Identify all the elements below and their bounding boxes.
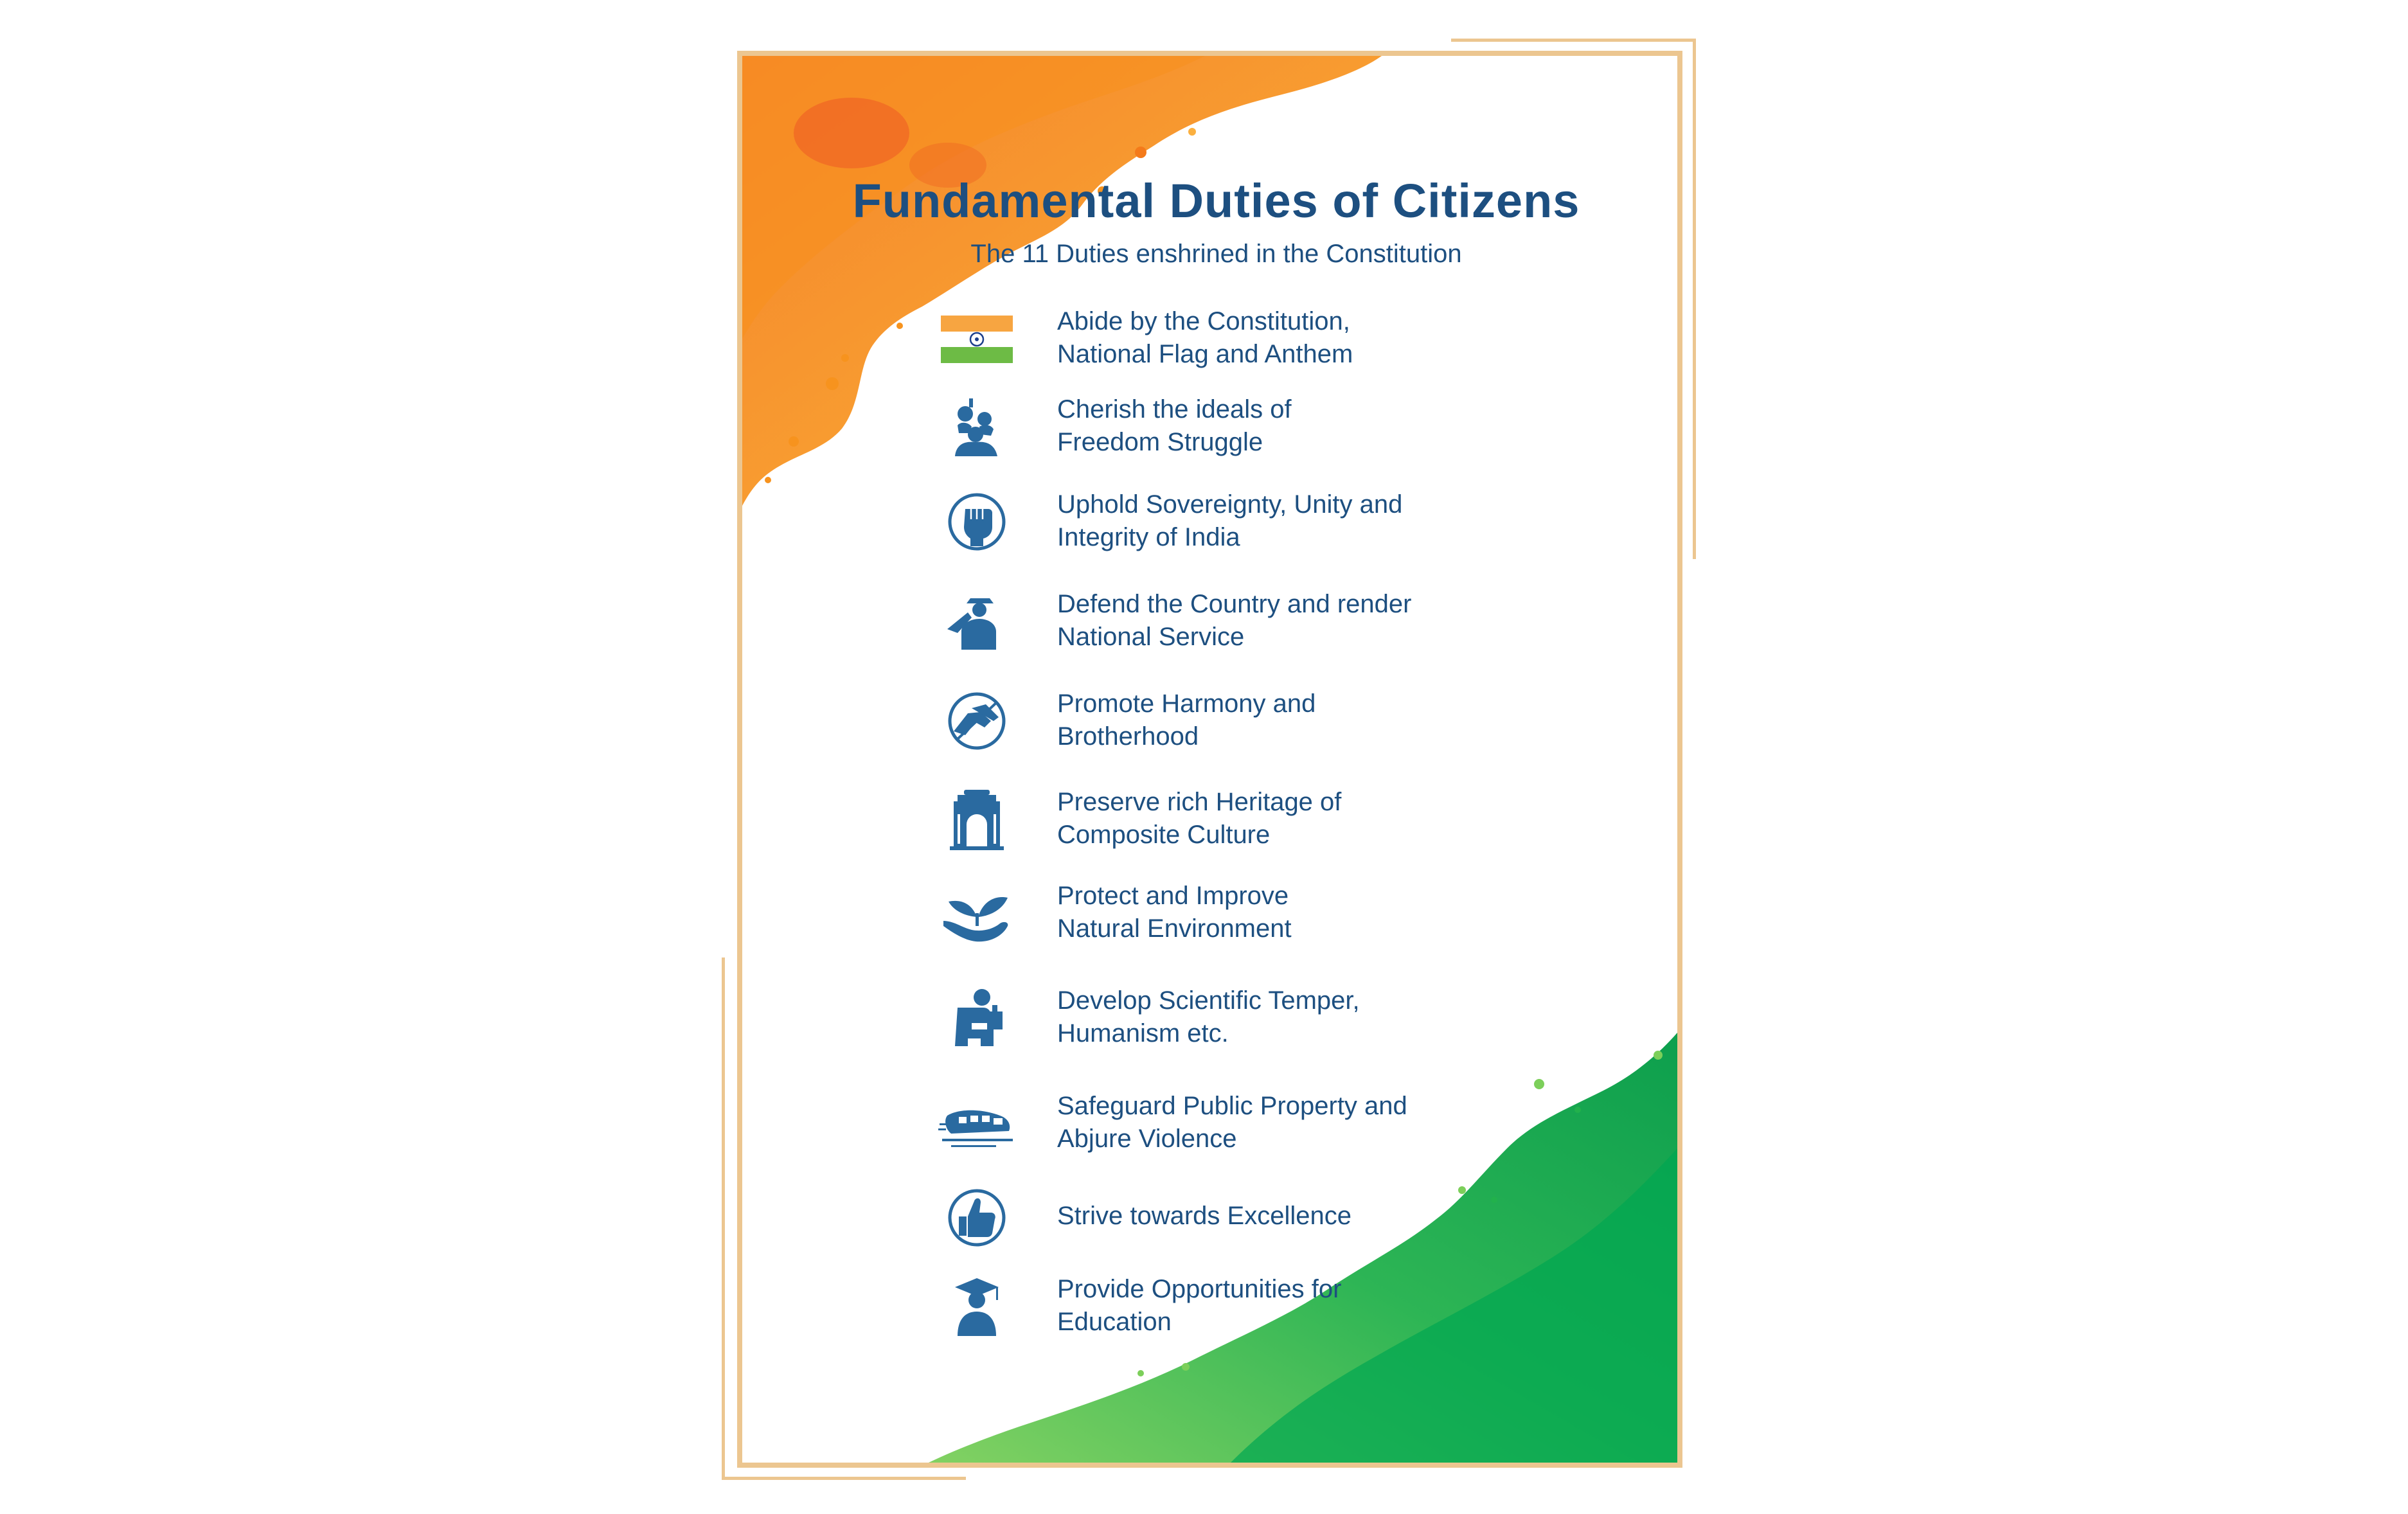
frame-line-left [722,957,725,1480]
duty-item [742,1091,1677,1155]
duty-item [742,689,1677,753]
duty-item [742,395,1677,459]
duty-item [742,1274,1677,1339]
duty-line: Abjure Violence [1057,1125,1237,1153]
duty-line: Protect and Improve [1057,882,1289,910]
frame-line-right [1693,39,1696,559]
duty-item [742,307,1677,371]
poster-subtitle: The 11 Duties enshrined in the Constitution [970,240,1462,268]
handshake-icon [938,689,1015,753]
poster [737,51,1682,1468]
duty-line: Humanism etc. [1057,1019,1229,1047]
plant-in-hand-icon [938,881,1015,945]
duty-line: Promote Harmony and [1057,690,1316,718]
thumbs-up-icon [938,1186,1015,1250]
duty-line: Defend the Country and render [1057,590,1412,618]
duty-item [742,986,1677,1050]
duty-line: Composite Culture [1057,821,1271,849]
duty-line: Preserve rich Heritage of [1057,788,1342,816]
duty-item [742,589,1677,654]
raised-fist-icon [938,490,1015,554]
duty-line: Natural Environment [1057,914,1292,943]
duty-line: Develop Scientific Temper, [1057,986,1360,1015]
duty-line: National Service [1057,623,1245,651]
duty-line: Brotherhood [1057,722,1199,751]
duty-line: Cherish the ideals of [1057,395,1292,423]
duty-line: Provide Opportunities for [1057,1275,1342,1303]
india-gate-icon [938,787,1015,851]
duty-item [742,881,1677,945]
poster-title: Fundamental Duties of Citizens [852,174,1580,227]
scientist-icon [938,986,1015,1050]
duty-item [742,1186,1677,1250]
frame-line-bottom-left [722,1477,966,1480]
freedom-fighters-icon [938,395,1015,459]
duty-line: Strive towards Excellence [1057,1202,1351,1230]
graduate-icon [938,1274,1015,1339]
duty-line: Safeguard Public Property and [1057,1092,1407,1120]
train-icon [938,1091,1015,1155]
duty-line: Integrity of India [1057,523,1240,551]
duty-line: Freedom Struggle [1057,428,1263,456]
duty-line: Abide by the Constitution, [1057,307,1350,335]
duty-line: Uphold Sovereignty, Unity and [1057,490,1403,519]
indian-flag-icon [938,307,1015,371]
saluting-soldier-icon [938,589,1015,654]
frame-line-top-right [1451,39,1695,42]
duty-line: National Flag and Anthem [1057,340,1353,368]
duty-item [742,490,1677,554]
duty-item [742,787,1677,851]
duty-line: Education [1057,1308,1172,1336]
